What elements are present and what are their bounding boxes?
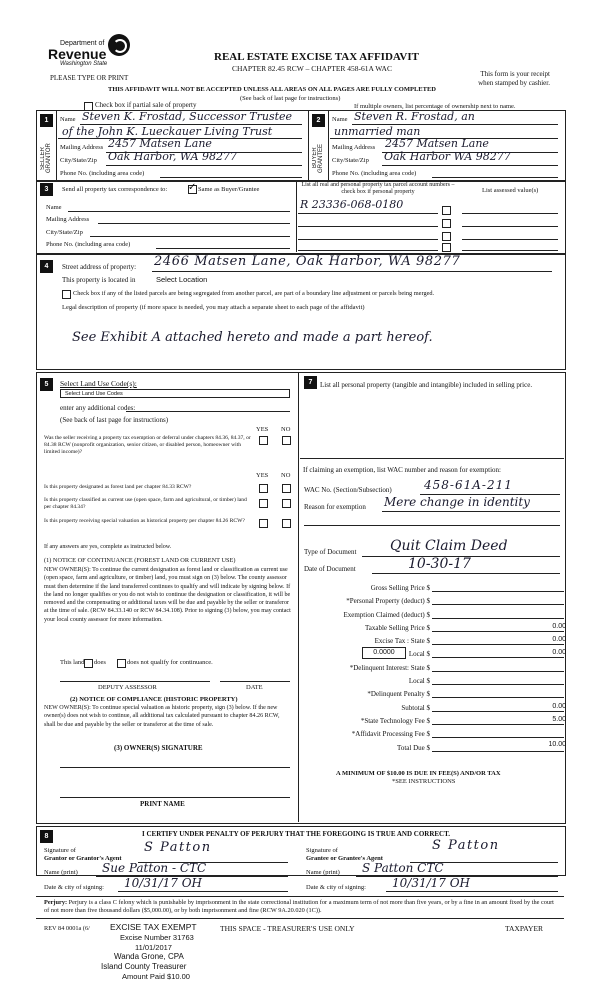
deputy-date-label: DATE — [246, 684, 263, 691]
s3-name-label: Name — [46, 204, 62, 211]
fee-value-state[interactable]: 0.00 — [552, 636, 566, 643]
segregated-label: Check box if any of the listed parcels are being segregated from another parcel, are part of a boundary line adjustment or parcels being merged. — [73, 290, 435, 297]
dept-label: Department of — [60, 40, 105, 47]
notice2-body: NEW OWNER(S): To continue special valuation as historic property, sign (3) below. If the new owner(s) does not wish to continue, all additional tax calculated pursuant to chapter 84.26 RCW, shall be due and payable by the seller or transferor at the time of sale. — [44, 705, 280, 728]
reason-label: Reason for exemption — [304, 503, 366, 511]
perjury-label: Perjury: — [44, 899, 68, 906]
q-forest-no[interactable] — [282, 484, 291, 493]
section-4-number: 4 — [40, 260, 53, 273]
fee-label-state: Excise Tax : State $ — [374, 637, 430, 645]
fee-value-local[interactable]: 0.00 — [552, 649, 566, 656]
section-1-2-divider — [308, 110, 309, 180]
state-label: Washington State — [60, 61, 108, 67]
see-instructions-note: *SEE INSTRUCTIONS — [392, 778, 456, 785]
grantee-signature[interactable]: S Patton — [432, 838, 500, 853]
grantee-name[interactable]: S Patton CTC — [362, 861, 444, 875]
notice2-title: (2) NOTICE OF COMPLIANCE (HISTORIC PROPERTY) — [70, 696, 238, 703]
legal-label: Legal description of property (if more space is needed, you may attach a separate sheet to each page of the affidavit) — [62, 304, 365, 311]
assessed-header: List assessed value(s) — [482, 187, 539, 194]
if-yes-note: If any answers are yes, complete as instructed below. — [44, 544, 172, 550]
minimum-fee-note: A MINIMUM OF $10.00 IS DUE IN FEE(S) AND/OR TAX — [336, 770, 501, 777]
wac-label: WAC No. (Section/Subsection) — [304, 486, 392, 494]
q-historic-yes[interactable] — [259, 519, 268, 528]
fee-value-subtotal[interactable]: 0.00 — [552, 703, 566, 710]
checkmark-icon: ✓ — [188, 182, 197, 193]
treasurer-use-label: THIS SPACE - TREASURER'S USE ONLY — [220, 924, 355, 933]
wac-value[interactable]: 458-61A-211 — [424, 478, 513, 492]
grantor-signature[interactable]: S Patton — [144, 840, 212, 855]
section-1-number: 1 — [40, 114, 53, 127]
fee-label-penalty: *Delinquent Penalty $ — [367, 690, 430, 698]
section-3-number: 3 — [40, 183, 53, 196]
buyer-name-label: Name — [332, 116, 348, 123]
buyer-city-label: City/State/Zip — [332, 157, 369, 164]
q-exemption: Was the seller receiving a property tax exemption or deferral under chapters 84.36, 84.37, or 84.38 RCW (nonprofit organization, senior citizen, or disabled person, homeowner with limited income)? — [44, 435, 251, 455]
segregated-checkbox[interactable] — [62, 290, 71, 299]
fee-label-gross: Gross Selling Price $ — [370, 584, 430, 592]
grantor-name[interactable]: Sue Patton - CTC — [102, 861, 207, 875]
parcel-header: List all real and personal property tax parcel account numbers – check box if personal property — [301, 182, 455, 195]
fee-value-total[interactable]: 10.00 — [548, 741, 566, 748]
fee-label-taxable: Taxable Selling Price $ — [364, 624, 430, 632]
q-forest: Is this property designated as forest land per chapter 84.33 RCW? — [44, 484, 192, 490]
seller-name-label: Name — [60, 116, 76, 123]
fee-label-delinquent-local: Local $ — [408, 677, 430, 685]
fee-label-processing: *Affidavit Processing Fee $ — [351, 730, 430, 738]
revenue-logo-text: Revenue — [48, 46, 107, 62]
grantor-date-label: Date & city of signing: — [44, 884, 104, 891]
stamp-excise-number: Excise Number 31763 — [120, 933, 194, 942]
land-does-not-label: does not qualify for continuance. — [127, 659, 213, 666]
land-use-select[interactable]: Select Land Use Codes — [60, 389, 290, 398]
same-as-buyer-label: Same as Buyer/Grantee — [198, 186, 260, 193]
seller-mailing[interactable]: 2457 Matsen Lane — [108, 137, 212, 150]
buyer-name-line2[interactable]: unmarried man — [334, 125, 421, 138]
stamp-exempt: EXCISE TAX EXEMPT — [110, 922, 197, 932]
partial-sale-label: Check box if partial sale of property — [95, 101, 197, 109]
doc-type-label: Type of Document — [304, 548, 357, 556]
stamp-date: 11/01/2017 — [135, 943, 172, 952]
grantor-sig-label1: Signature of — [44, 847, 76, 854]
land-does-checkbox[interactable] — [84, 659, 93, 668]
section-8-number: 8 — [40, 830, 53, 843]
fee-label-local: Local $ — [408, 650, 430, 658]
q-current-use-no[interactable] — [282, 499, 291, 508]
buyer-name-line1[interactable]: Steven R. Frostad, an — [354, 110, 475, 123]
located-label: This property is located in — [62, 276, 136, 284]
s3-phone-label: Phone No. (including area code) — [46, 241, 131, 248]
receipt-note-1: This form is your receipt — [480, 70, 550, 78]
notice1-title: (1) NOTICE OF CONTINUANCE (FOREST LAND OR CURRENT USE) — [44, 557, 236, 564]
perjury-statement — [44, 899, 560, 916]
fee-value-taxable[interactable]: 0.00 — [552, 623, 566, 630]
reason-value[interactable]: Mere change in identity — [384, 495, 530, 509]
land-use-see-back: (See back of last page for instructions) — [60, 416, 169, 424]
buyer-mailing[interactable]: 2457 Matsen Lane — [385, 137, 489, 150]
fee-label-total: Total Due $ — [397, 744, 430, 752]
form-chapter: CHAPTER 82.45 RCW – CHAPTER 458-61A WAC — [232, 64, 392, 73]
grantee-date-label: Date & city of signing: — [306, 884, 366, 891]
fee-label-delinquent-state: *Delinquent Interest: State $ — [349, 664, 430, 672]
seller-city-label: City/State/Zip — [60, 157, 97, 164]
owner-signature-label: (3) OWNER(S) SIGNATURE — [114, 744, 203, 752]
buyer-city[interactable]: Oak Harbor WA 98277 — [384, 150, 511, 163]
parcel-personal-checkbox-4[interactable] — [442, 243, 451, 252]
q-exemption-no[interactable] — [282, 436, 291, 445]
seller-phone-label: Phone No. (including area code) — [60, 170, 145, 177]
notice1-body: NEW OWNER(S): To continue the current designation as forest land or classification as current use (open space, farm and agriculture, or timber) land, you must sign on (3) below. The county assessor must then determine if the land transferred continues to qualify and will indicate by signing below. If the land no longer qualifies or you do not wish to continue the designation or classification, it will be removed and the compensating or additional taxes will be due and payable by the seller or transferor at the time of sale. (RCW 84.33.140 or RCW 84.34.108). Prior to signing (3) below, you may contact your local county assessor for more information. — [44, 567, 291, 623]
yes-header-1: YES — [256, 426, 269, 433]
street-address[interactable]: 2466 Matsen Lane, Oak Harbor, WA 98277 — [154, 254, 461, 269]
street-label: Street address of property: — [62, 263, 137, 271]
multiple-owners-note: If multiple owners, list percentage of ownership next to name. — [354, 103, 516, 110]
additional-codes-label: enter any additional codes: — [60, 404, 136, 412]
buyer-mailing-label: Mailing Address — [332, 144, 376, 151]
seller-city[interactable]: Oak Harbor, WA 98277 — [108, 150, 238, 163]
grantee-sig-label1: Signature of — [306, 847, 338, 854]
yes-header-2: YES — [256, 472, 269, 479]
fee-label-exemption: Exemption Claimed (deduct) $ — [343, 611, 430, 619]
personal-property-label: List all personal property (tangible and intangible) included in selling price. — [320, 381, 533, 389]
no-header-1: NO — [281, 426, 291, 433]
grantee-name-label: Name (print) — [306, 869, 340, 876]
q-forest-yes[interactable] — [259, 484, 268, 493]
rev-number: REV 84 0001a (6/ — [44, 925, 90, 932]
logo-curve — [113, 39, 127, 53]
section-2-number: 2 — [312, 114, 325, 127]
legal-description[interactable]: See Exhibit A attached hereto and made a part hereof. — [72, 330, 433, 345]
taxpayer-label: TAXPAYER — [505, 924, 544, 933]
exemption-claim-label: If claiming an exemption, list WAC number and reason for exemption: — [303, 466, 501, 474]
fee-label-personal: *Personal Property (deduct) $ — [346, 597, 430, 605]
grantee-date[interactable]: 10/31/17 OH — [392, 876, 471, 890]
grantee-sig-label2: Grantee or Grantee's Agent — [306, 855, 383, 862]
grantor-name-label: Name (print) — [44, 869, 78, 876]
fee-label-subtotal: Subtotal $ — [401, 704, 430, 712]
buyer-side-label: BUYER GRANTEE — [312, 143, 324, 173]
stamp-amount: Amount Paid $10.00 — [122, 972, 190, 981]
land-does-not-checkbox[interactable] — [117, 659, 126, 668]
certify-statement: I CERTIFY UNDER PENALTY OF PERJURY THAT THE FOREGOING IS TRUE AND CORRECT. — [142, 830, 451, 838]
land-use-label: Select Land Use Code(s): — [60, 379, 137, 388]
stamp-treasurer-name: Wanda Grone, CPA — [114, 952, 184, 961]
parcel-personal-checkbox-1[interactable] — [442, 206, 451, 215]
receipt-note-2: when stamped by cashier. — [478, 79, 550, 87]
doc-date-value[interactable]: 10-30-17 — [408, 556, 471, 572]
send-correspondence-label: Send all property tax correspondence to: — [62, 186, 168, 193]
q-exemption-yes[interactable] — [259, 436, 268, 445]
q-current-use: Is this property classified as current use (open space, farm and agricultural, or timber) land per chapter 84.34? — [44, 497, 247, 510]
section-7-number: 7 — [304, 376, 317, 389]
see-back-instructions: (See back of last page for instructions) — [240, 95, 341, 102]
q-historic-no[interactable] — [282, 519, 291, 528]
grantor-sig-label2: Grantor or Grantor's Agent — [44, 855, 122, 862]
please-type: PLEASE TYPE OR PRINT — [50, 74, 129, 82]
doc-type-value[interactable]: Quit Claim Deed — [390, 538, 508, 554]
fee-value-technology[interactable]: 5.00 — [552, 716, 566, 723]
parcel-personal-checkbox-3[interactable] — [442, 232, 451, 241]
parcel-personal-checkbox-2[interactable] — [442, 219, 451, 228]
not-accepted-warning: THIS AFFIDAVIT WILL NOT BE ACCEPTED UNLESS ALL AREAS ON ALL PAGES ARE FULLY COMPLETED — [108, 86, 436, 93]
fee-label-technology: *State Technology Fee $ — [360, 717, 430, 725]
s3-mailing-label: Mailing Address — [46, 216, 90, 223]
q-current-use-yes[interactable] — [259, 499, 268, 508]
buyer-phone-label: Phone No. (including area code) — [332, 170, 417, 177]
stamp-treasurer-title: Island County Treasurer — [101, 962, 187, 971]
no-header-2: NO — [281, 472, 291, 479]
local-rate-field[interactable]: 0.0000 — [362, 647, 406, 659]
q-historic: Is this property receiving special valuation as historical property per chapter 84.26 RCW? — [44, 518, 245, 524]
grantor-date[interactable]: 10/31/17 OH — [124, 876, 203, 890]
s3-city-label: City/State/Zip — [46, 229, 83, 236]
doc-date-label: Date of Document — [304, 565, 356, 573]
this-land-label: This land — [60, 659, 85, 666]
seller-name-line1[interactable]: Steven K. Frostad, Successor Trustee — [82, 110, 293, 123]
form-title: REAL ESTATE EXCISE TAX AFFIDAVIT — [214, 51, 419, 63]
deputy-assessor-label: DEPUTY ASSESSOR — [98, 684, 157, 691]
location-select[interactable]: Select Location — [156, 275, 208, 284]
seller-mailing-label: Mailing Address — [60, 144, 104, 151]
parcel-number[interactable]: R 23336-068-0180 — [300, 198, 404, 211]
land-does-label: does — [94, 659, 106, 666]
perjury-text: Perjury is a class C felony which is punishable by imprisonment in the state correctional institution for a maximum term of not more than five years, or by a fine in an amount fixed by the court of not more than five thousand dollars ($5,000.00), or by both imprisonment and fine (RCW 9A.20.020 (1C)). — [44, 899, 554, 915]
print-name-label: PRINT NAME — [140, 800, 185, 808]
section-5-number: 5 — [40, 378, 53, 391]
seller-name-line2[interactable]: of the John K. Lueckauer Living Trust — [62, 125, 273, 138]
seller-side-label: SELLER GRANTOR — [40, 143, 52, 173]
